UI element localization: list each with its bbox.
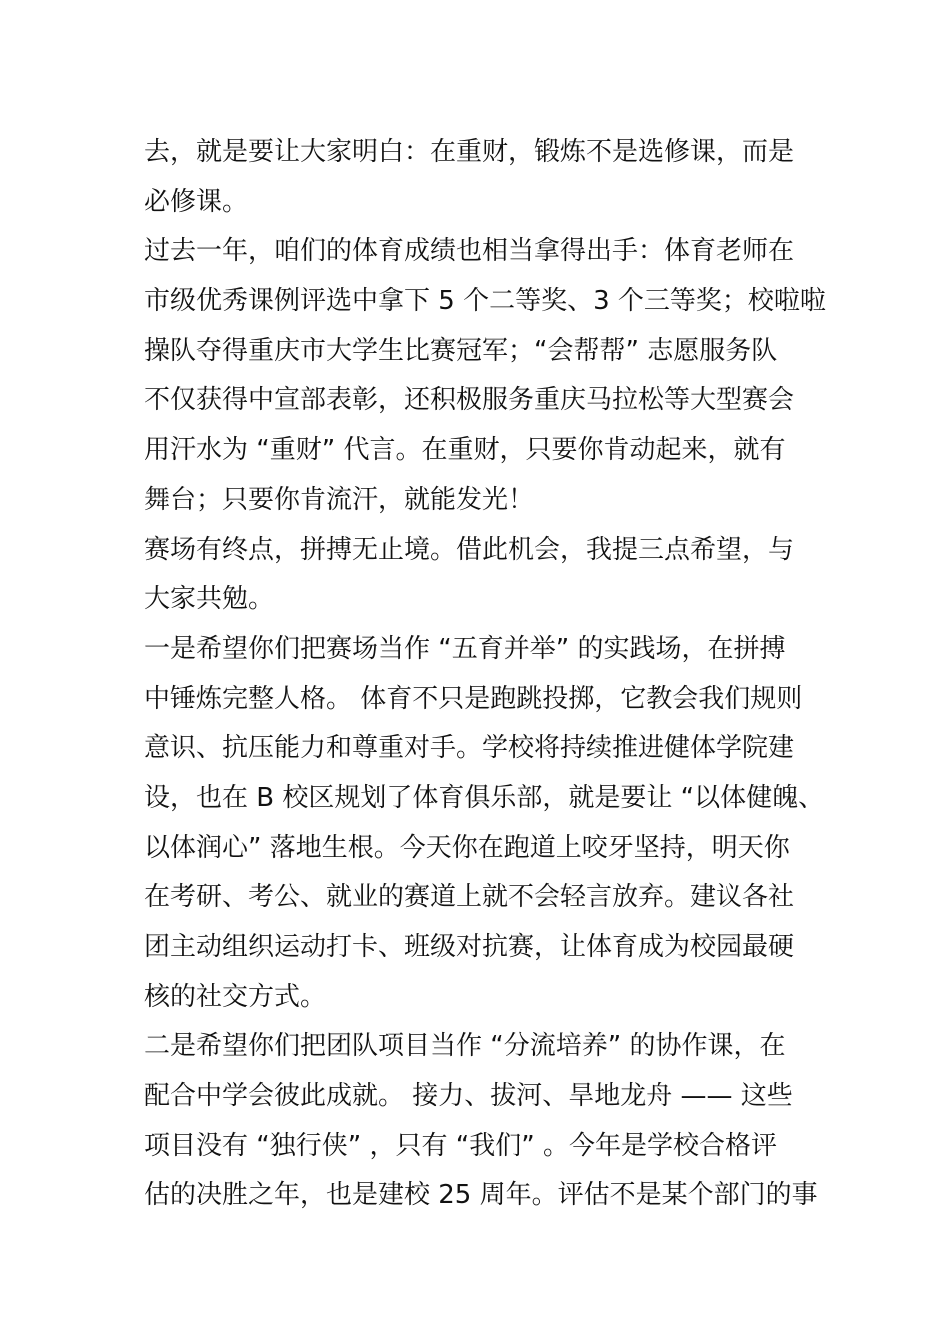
text-line: 设，也在 B 校区规划了体育俱乐部，就是要让 “以体健魄、 bbox=[144, 782, 825, 813]
text-line: 团主动组织运动打卡、班级对抗赛，让体育成为校园最硬 bbox=[144, 932, 795, 962]
text-line: 大家共勉。 bbox=[144, 584, 275, 615]
text-line: 配合中学会彼此成就。 接力、拔河、旱地龙舟 —— 这些 bbox=[144, 1081, 793, 1112]
text-line: 必修课。 bbox=[144, 186, 249, 217]
text-line: 估的决胜之年，也是建校 25 周年。评估不是某个部门的事 bbox=[144, 1180, 818, 1211]
text-line: 项目没有 “独行侠” ，只有 “我们” 。今年是学校合格评 bbox=[144, 1130, 777, 1161]
text-line: 核的社交方式。 bbox=[144, 981, 327, 1012]
text-line: 用汗水为 “重财” 代言。在重财，只要你肯动起来，就有 bbox=[144, 435, 786, 466]
text-line: 意识、抗压能力和尊重对手。学校将持续推进健体学院建 bbox=[144, 733, 795, 764]
text-line: 中锤炼完整人格。 体育不只是跑跳投掷，它教会我们规则 bbox=[144, 683, 803, 714]
text-line: 去，就是要让大家明白：在重财，锻炼不是选修课，而是 bbox=[144, 137, 795, 167]
text-line: 一是希望你们把赛场当作 “五育并举” 的实践场，在拼搏 bbox=[144, 633, 786, 664]
text-line: 不仅获得中宣部表彰，还积极服务重庆马拉松等大型赛会 bbox=[144, 385, 795, 416]
text-line: 过去一年，咱们的体育成绩也相当拿得出手：体育老师在 bbox=[144, 236, 795, 267]
body-text bbox=[144, 128, 826, 1221]
text-line: 二是希望你们把团队项目当作 “分流培养” 的协作课，在 bbox=[144, 1031, 786, 1062]
text-line: 以体润心” 落地生根。今天你在跑道上咬牙坚持，明天你 bbox=[144, 832, 790, 863]
text-line: 在考研、考公、就业的赛道上就不会轻言放弃。建议各社 bbox=[144, 882, 795, 913]
text-line: 操队夺得重庆市大学生比赛冠军；“会帮帮” 志愿服务队 bbox=[144, 335, 778, 366]
text-line: 舞台；只要你肯流汗，就能发光！ bbox=[144, 484, 535, 515]
text-line: 赛场有终点，拼搏无止境。借此机会，我提三点希望，与 bbox=[144, 534, 795, 565]
text-line: 市级优秀课例评选中拿下 5 个二等奖、3 个三等奖；校啦啦 bbox=[144, 286, 826, 317]
